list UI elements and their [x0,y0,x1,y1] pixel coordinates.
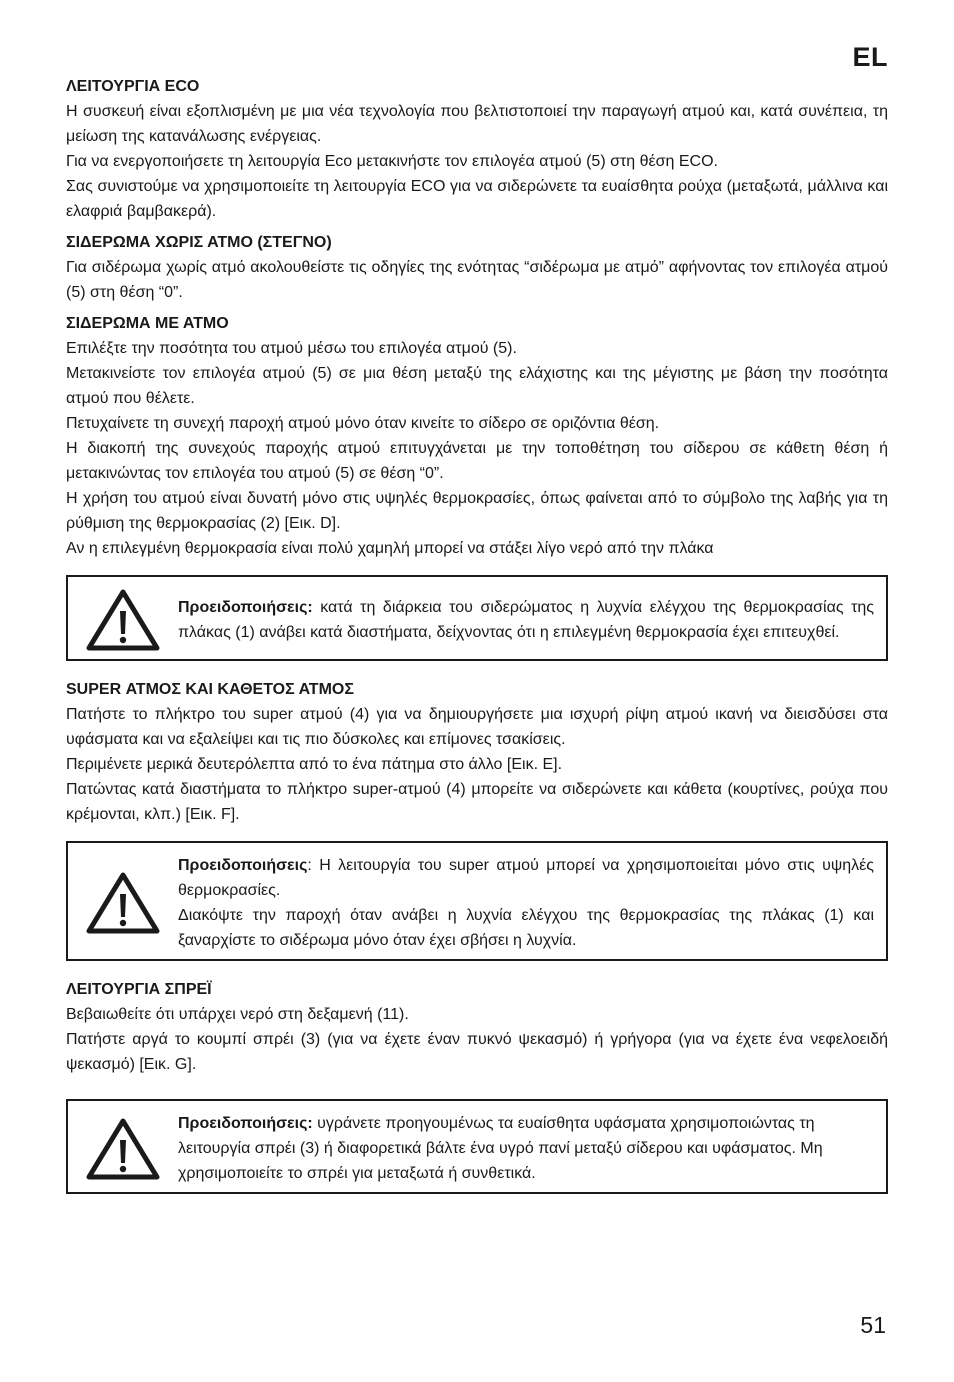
section-eco [66,74,888,224]
warning-triangle-icon [82,1116,164,1182]
warning-text [178,595,874,645]
paragraph: Μετακινείστε τον επιλογέα ατμού (5) σε μια θέση μεταξύ της ελάχιστης και της μέγιστης με βάση την ποσότητα ατμού που θέλετε. [66,365,888,407]
paragraph: Η διακοπή της συνεχούς παροχής ατμού επιτυγχάνεται με την τοποθέτηση του σίδερου σε κάθετη θέση ή μετακινώντας τον επιλογέα του ατμού (5) σε θέση “0”. [66,440,888,482]
warning-body: : Η λειτουργία του super ατμού μπορεί να χρησιμοποιείται μόνο στις υψηλές θερμοκρασίες. [178,857,874,899]
warning-text [178,853,874,953]
paragraph: Πατώντας κατά διαστήματα το πλήκτρο super-ατμού (4) μπορείτε να σιδερώνετε και κάθετα (κουρτίνες, ρούχα που κρέμονται, κλπ.) [Εικ. F]. [66,781,888,823]
warning-box [66,575,888,661]
section-dry-ironing [66,230,888,305]
paragraph: Η χρήση του ατμού είναι δυνατή μόνο στις υψηλές θερμοκρασίες, όπως φαίνεται από το σύμβολο της λαβής για τη ρύθμιση της θερμοκρασίας (2) [Εικ. D]. [66,490,888,532]
section-heading: SUPER ΑΤΜΟΣ ΚΑΙ ΚΑΘΕΤΟΣ ΑΤΜΟΣ [66,681,354,698]
warning-triangle-icon [82,587,164,653]
paragraph: Επιλέξτε την ποσότητα του ατμού μέσω του επιλογέα ατμού (5). [66,340,517,357]
warning-text [178,1111,874,1186]
section-spray [66,977,888,1194]
section-heading: ΣΙΔΕΡΩΜΑ ΜΕ ΑΤΜΟ [66,315,229,332]
warning-triangle-icon [82,870,164,936]
section-heading: ΣΙΔΕΡΩΜΑ ΧΩΡΙΣ ΑΤΜΟ (ΣΤΕΓΝΟ) [66,234,332,251]
paragraph: Η συσκευή είναι εξοπλισμένη με μια νέα τεχνολογία που βελτιστοποιεί την παραγωγή ατμού και, κατά συνέπεια, τη μείωση της κατανάλωσης ενέργειας. [66,103,888,145]
warning-lead: Προειδοποιήσεις: [178,599,313,616]
warning-lead: Προειδοποιήσεις: [178,1115,313,1132]
page-number: 51 [860,1312,886,1338]
language-tag: EL [852,42,888,72]
warning-box [66,1099,888,1194]
warning-box [66,841,888,961]
page-content [66,74,888,1210]
paragraph: Πατήστε το πλήκτρο του super ατμού (4) για να δημιουργήσετε μια ισχυρή ρίψη ατμού ικανή να διεισδύσει στα υφάσματα και να εξαλείψει και τις πιο δύσκολες και επίμονες τσακίσεις. [66,706,888,748]
paragraph: Βεβαιωθείτε ότι υπάρχει νερό στη δεξαμενή (11). [66,1006,409,1023]
paragraph: Πατήστε αργά το κουμπί σπρέι (3) (για να έχετε έναν πυκνό ψεκασμό) ή γρήγορα (για να έχετε ένα νεφελοειδή ψεκασμό) [Εικ. G]. [66,1031,888,1073]
warning-body: κατά τη διάρκεια του σιδερώματος η λυχνία ελέγχου της θερμοκρασίας της πλάκας (1) ανάβει κατά διαστήματα, δείχνοντας ότι η επιλεγμένη θερμοκρασία έχει επιτευχθεί. [178,599,874,641]
paragraph: Αν η επιλεγμένη θερμοκρασία είναι πολύ χαμηλή μπορεί να στάξει λίγο νερό από την πλάκα [66,540,714,557]
warning-lead: Προειδοποιήσεις [178,857,308,874]
section-heading: ΛΕΙΤΟΥΡΓΙΑ ΣΠΡΕΪ [66,981,212,998]
paragraph: Περιμένετε μερικά δευτερόλεπτα από το ένα πάτημα στο άλλο [Εικ. E]. [66,756,563,773]
paragraph: Για σιδέρωμα χωρίς ατμό ακολουθείστε τις οδηγίες της ενότητας “σιδέρωμα με ατμό” αφήνοντας τον επιλογέα ατμού (5) στη θέση “0”. [66,259,888,301]
paragraph: Για να ενεργοποιήσετε τη λειτουργία Eco μετακινήστε τον επιλογέα ατμού (5) στη θέση ECO. [66,153,718,170]
section-super-steam [66,677,888,961]
warning-body: υγράνετε προηγουμένως τα ευαίσθητα υφάσματα χρησιμοποιώντας τη λειτουργία σπρέι (3) ή διαφορετικά βάλτε ένα υγρό πανί μεταξύ σίδερου και υφάσματος. Μη χρησιμοποιείτε το σπρέι για μεταξωτά ή συνθετικά. [178,1115,823,1182]
section-steam-ironing [66,311,888,661]
paragraph: Σας συνιστούμε να χρησιμοποιείτε τη λειτουργία ECO για να σιδερώνετε τα ευαίσθητα ρούχα (μεταξωτά, μάλλινα και ελαφριά βαμβακερά). [66,178,888,220]
warning-body-2: Διακόψτε την παροχή όταν ανάβει η λυχνία ελέγχου της θερμοκρασίας της πλάκας (1) και ξαναρχίστε το σιδέρωμα μόνο όταν έχει σβήσει η λυχνία. [178,907,874,949]
paragraph: Πετυχαίνετε τη συνεχή παροχή ατμού μόνο όταν κινείτε το σίδερο σε οριζόντια θέση. [66,415,660,432]
section-heading: ΛΕΙΤΟΥΡΓΙΑ ECO [66,78,200,95]
